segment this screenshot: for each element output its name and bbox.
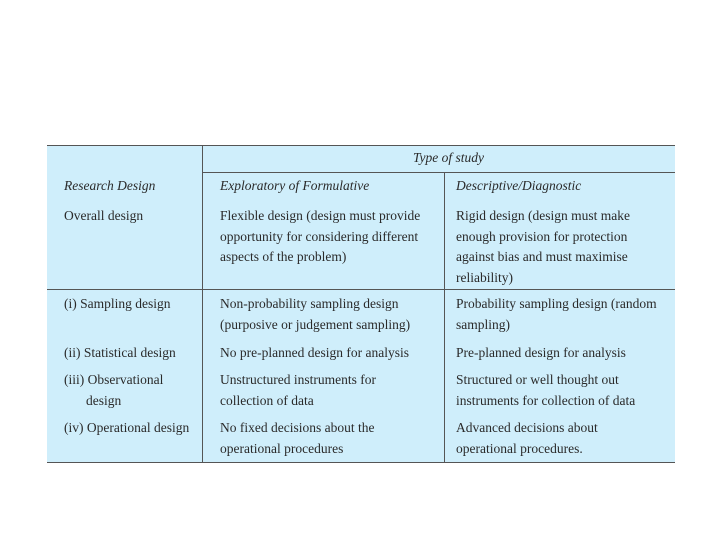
overall-design-label: Overall design — [64, 208, 144, 223]
descriptive-header: Descriptive/Diagnostic — [456, 178, 582, 193]
sampling-design-label — [64, 294, 171, 315]
overall-exploratory-text — [220, 206, 420, 268]
text-line: No pre-planned design for analysis — [220, 345, 409, 360]
operational-design-label — [64, 418, 189, 439]
text-line: (i) Sampling design — [64, 296, 171, 311]
text-line: Probability sampling design (random — [456, 296, 657, 311]
text-line: (iv) Operational design — [64, 420, 190, 435]
text-line: instruments for collection of data — [456, 392, 636, 408]
text-line: Structured or well thought out — [456, 372, 619, 387]
statistical-design-label — [64, 343, 176, 364]
research-design-header: Research Design — [64, 178, 156, 193]
observational-design-label — [64, 370, 163, 411]
column-divider-1 — [202, 146, 203, 463]
text-line: Advanced decisions about — [456, 420, 598, 435]
text-line: No fixed decisions about the — [220, 420, 375, 435]
text-line: (purposive or judgement sampling) — [220, 316, 411, 332]
type-of-study-header: Type of study — [413, 150, 484, 165]
sampling-exploratory-text — [220, 294, 410, 335]
section-divider — [47, 289, 675, 290]
operational-descriptive-text — [456, 418, 598, 459]
statistical-exploratory-text — [220, 343, 409, 364]
text-line: Non-probability sampling design — [220, 296, 399, 311]
text-line: sampling) — [456, 316, 510, 332]
text-line: aspects of the problem) — [220, 249, 347, 264]
text-line: collection of data — [220, 392, 314, 408]
sampling-descriptive-text — [456, 294, 657, 335]
observational-descriptive-text — [456, 370, 635, 411]
text-line: enough provision for protection — [456, 228, 628, 244]
operational-exploratory-text — [220, 418, 374, 459]
column-divider-2 — [444, 172, 445, 463]
exploratory-header: Exploratory of Formulative — [220, 178, 370, 193]
text-line: (iii) Observational — [64, 372, 164, 387]
text-line: Unstructured instruments for — [220, 372, 376, 387]
observational-exploratory-text — [220, 370, 376, 411]
text-line: design — [86, 392, 122, 408]
text-line: opportunity for considering different — [220, 228, 419, 244]
text-line: reliability) — [456, 269, 513, 285]
text-line: against bias and must maximise — [456, 249, 628, 264]
text-line: Flexible design (design must provide — [220, 208, 421, 223]
text-line: (ii) Statistical design — [64, 345, 176, 360]
text-line: operational procedures — [220, 440, 344, 456]
overall-descriptive-text — [456, 206, 630, 288]
text-line: operational procedures. — [456, 440, 583, 456]
text-line: Rigid design (design must make — [456, 208, 630, 223]
header-divider — [202, 172, 675, 173]
statistical-descriptive-text — [456, 343, 626, 364]
research-design-table — [47, 145, 675, 463]
text-line: Pre-planned design for analysis — [456, 345, 626, 360]
